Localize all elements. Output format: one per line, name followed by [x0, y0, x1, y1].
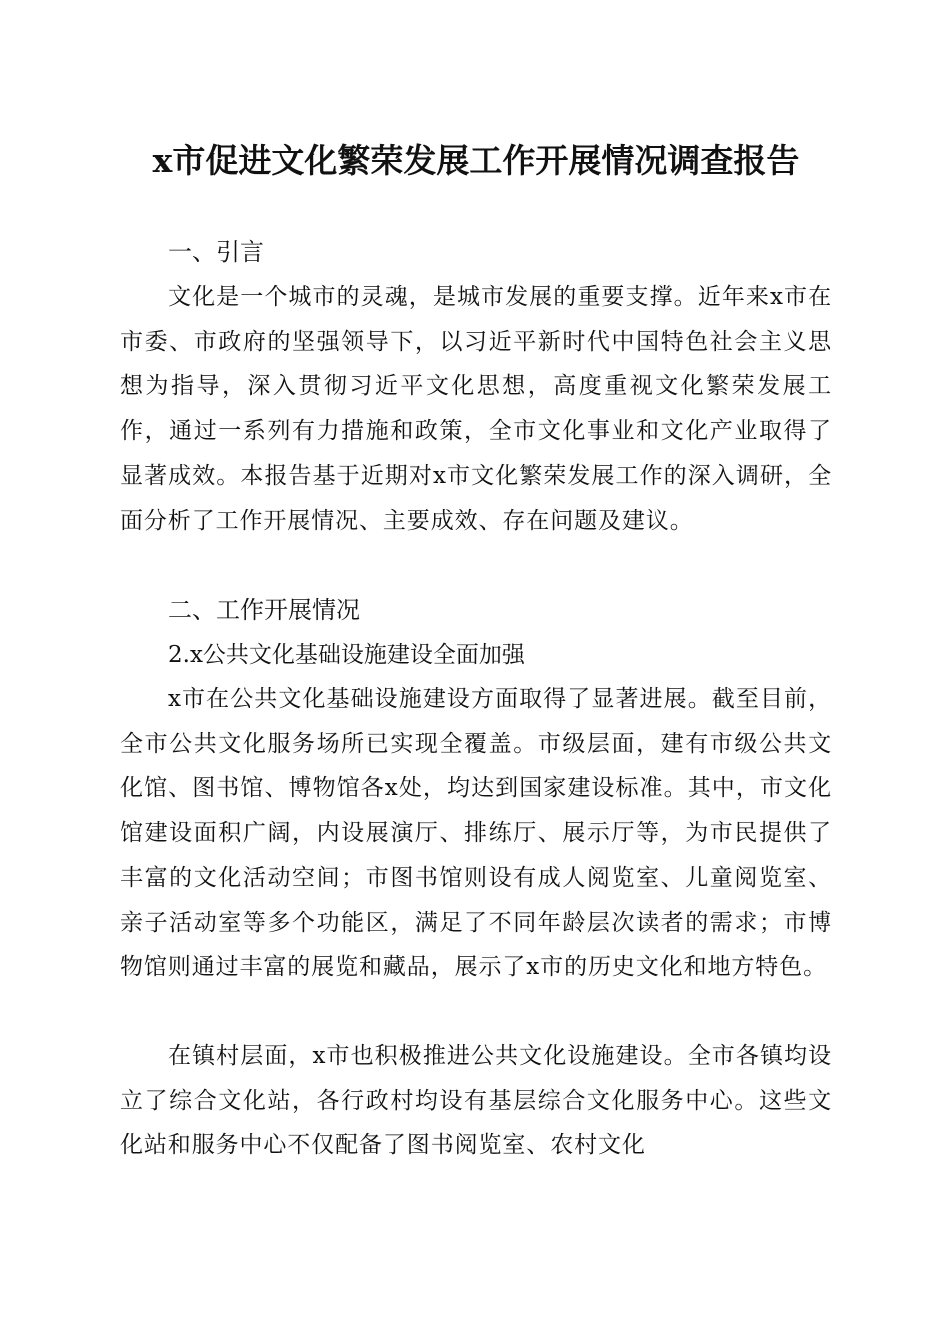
document-title: x市促进文化繁荣发展工作开展情况调查报告: [152, 141, 800, 180]
subsection-heading-infrastructure: 2.x公共文化基础设施建设全面加强: [168, 642, 525, 668]
town-village-paragraph: 在镇村层面，x市也积极推进公共文化设施建设。全市各镇均设立了综合文化站，各行政村均设有基层综合文化服务中心。这些文化站和服务中心不仅配备了图书阅览室、农村文化: [120, 1043, 832, 1159]
infrastructure-paragraph: x市在公共文化基础设施建设方面取得了显著进展。截至目前，全市公共文化服务场所已实现全覆盖。市级层面，建有市级公共文化馆、图书馆、博物馆各x处，均达到国家建设标准。其中，市文化馆建设面积广阔，内设展演厅、排练厅、展示厅等，为市民提供了丰富的文化活动空间；市图书馆则设有成人阅览室、儿童阅览室、亲子活动室等多个功能区，满足了不同年龄层次读者的需求；市博物馆则通过丰富的展览和藏品，展示了x市的历史文化和地方特色。: [120, 686, 832, 981]
introduction-paragraph: 文化是一个城市的灵魂，是城市发展的重要支撑。近年来x市在市委、市政府的坚强领导下，以习近平新时代中国特色社会主义思想为指导，深入贯彻习近平文化思想，高度重视文化繁荣发展工作，通过一系列有力措施和政策，全市文化事业和文化产业取得了显著成效。本报告基于近期对x市文化繁荣发展工作的深入调研，全面分析了工作开展情况、主要成效、存在问题及建议。: [120, 284, 832, 534]
section-heading-introduction: 一、引言: [168, 238, 264, 266]
section-heading-work-progress: 二、工作开展情况: [168, 596, 360, 624]
